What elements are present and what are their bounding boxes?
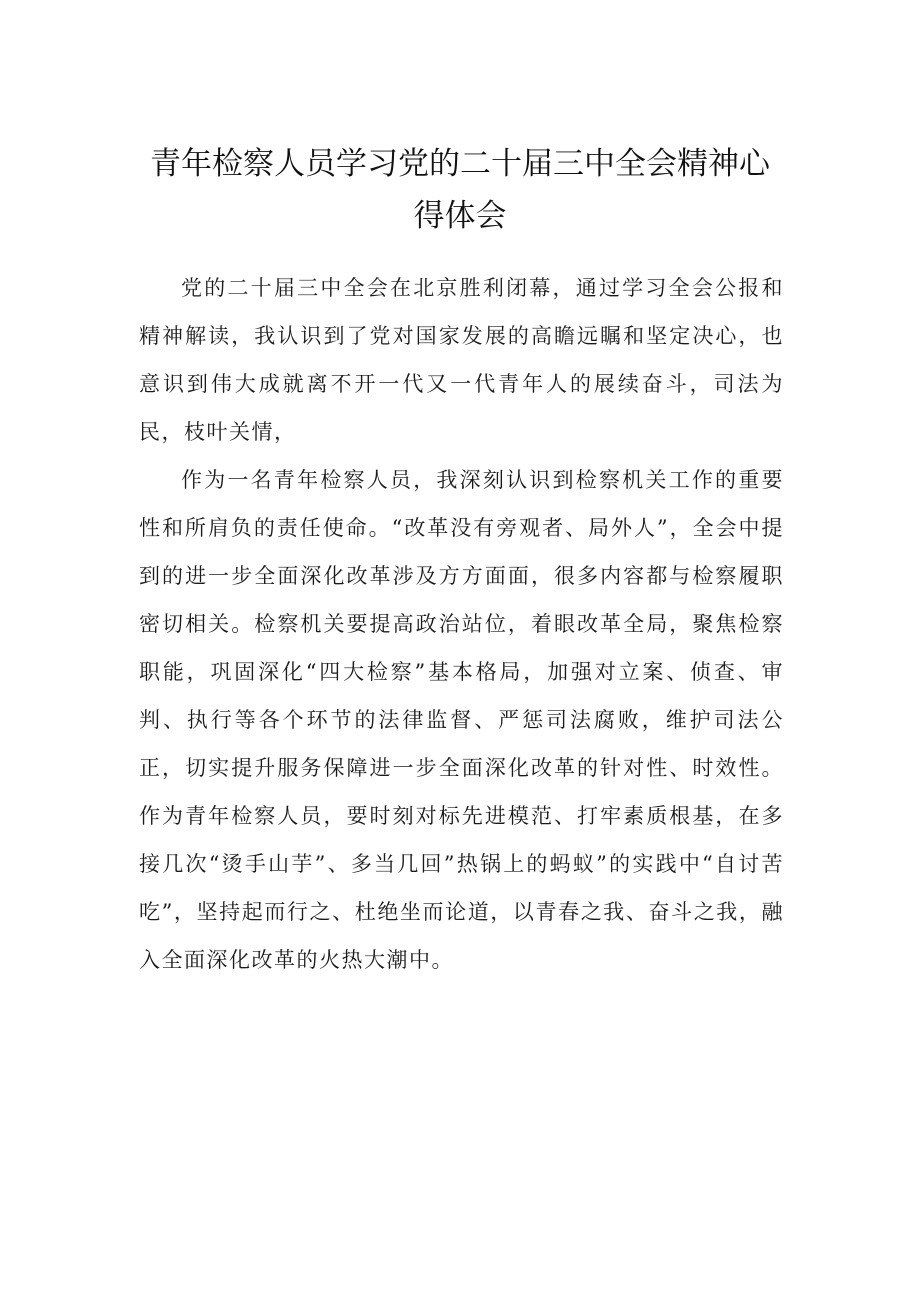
paragraph: 党的二十届三中全会在北京胜利闭幕，通过学习全会公报和精神解读，我认识到了党对国家发展的高瞻远瞩和坚定决心，也意识到伟大成就离不开一代又一代青年人的展续奋斗，司法为民，枝叶关情， xyxy=(139,276,784,444)
document-body xyxy=(139,264,784,984)
document-title: 青年检察人员学习党的二十届三中全会精神心得体会 xyxy=(150,146,770,234)
paragraph: 作为一名青年检察人员，我深刻认识到检察机关工作的重要性和所肩负的责任使命。“改革没有旁观者、局外人”，全会中提到的进一步全面深化改革涉及方方面面，很多内容都与检察履职密切相关。检察机关要提高政治站位，着眼改革全局，聚焦检察职能，巩固深化“四大检察”基本格局，加强对立案、侦查、审判、执行等各个环节的法律监督、严惩司法腐败，维护司法公正，切实提升服务保障进一步全面深化改革的针对性、时效性。作为青年检察人员，要时刻对标先进模范、打牢素质根基，在多接几次“烫手山芋”、多当几回”热锅上的蚂蚁”的实践中“自讨苦吃”，坚持起而行之、杜绝坐而论道，以青春之我、奋斗之我，融入全面深化改革的火热大潮中。 xyxy=(139,468,784,972)
